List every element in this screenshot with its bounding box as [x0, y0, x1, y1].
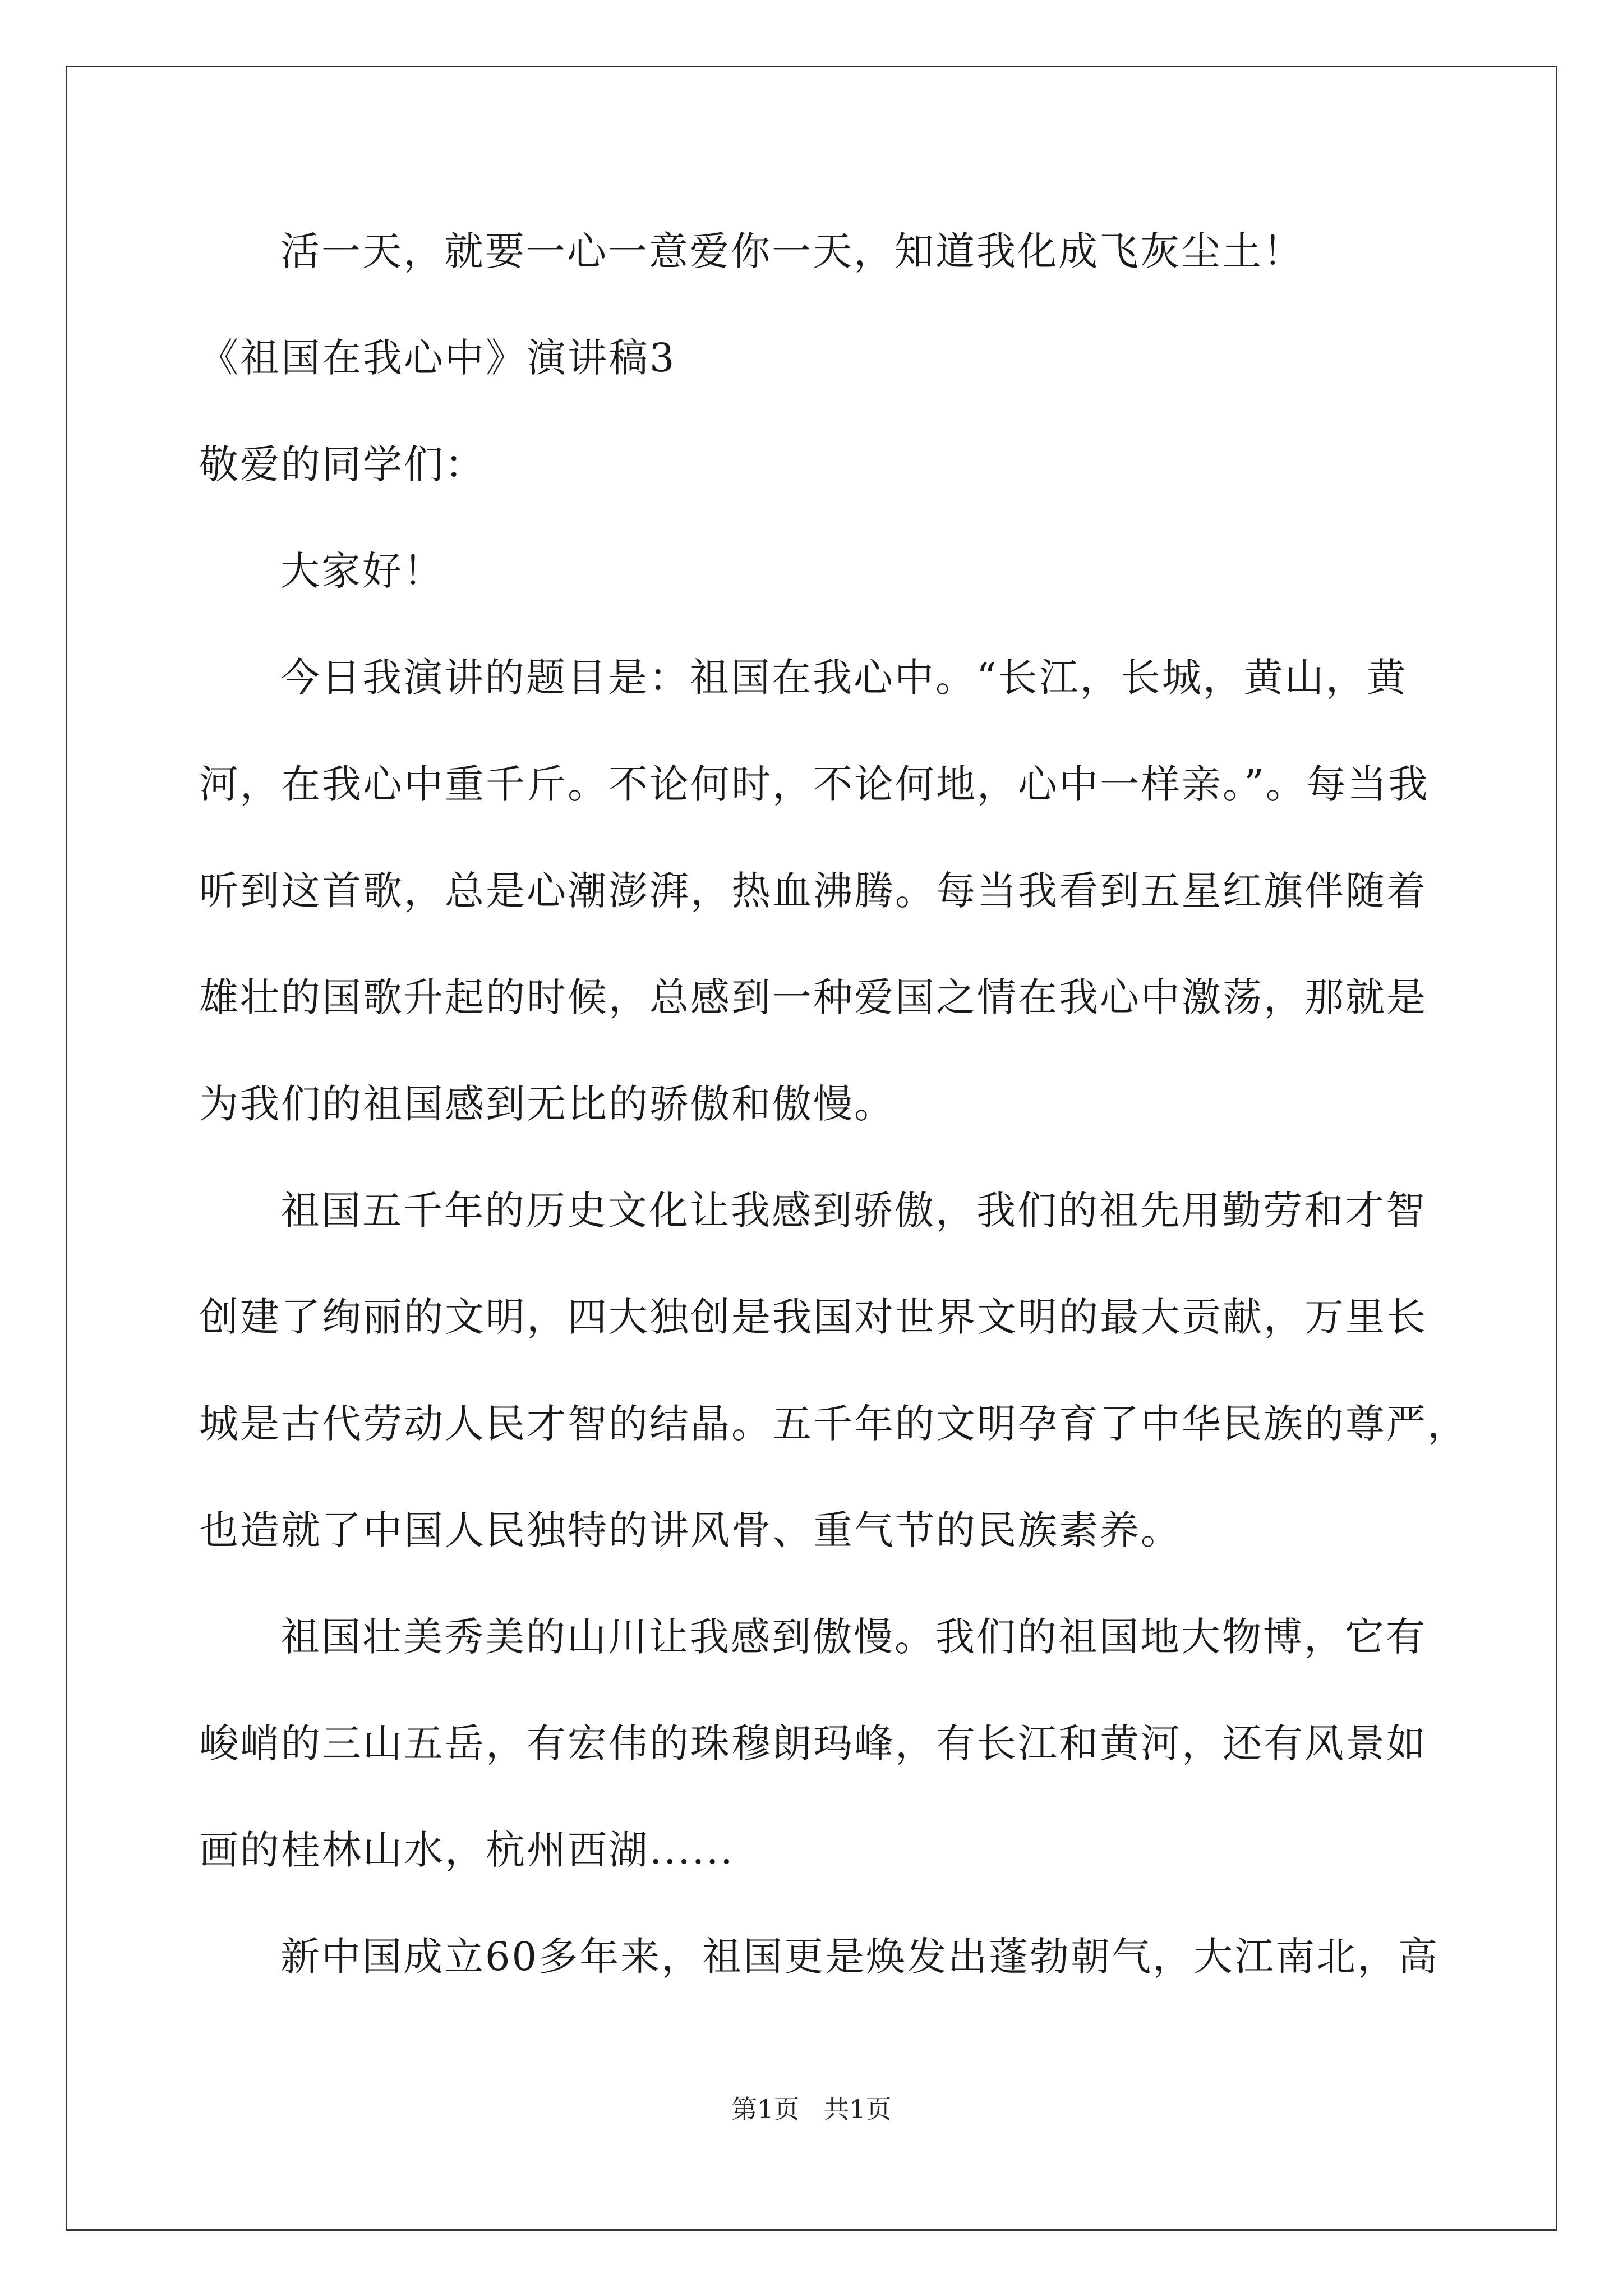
paragraph-line: 峻峭的三山五岳，有宏伟的珠穆朗玛峰，有长江和黄河，还有风景如	[199, 1720, 1427, 1766]
paragraph-line: 城是古代劳动人民才智的结晶。五千年的文明孕育了中华民族的尊严，	[199, 1401, 1468, 1447]
salutation: 敬爱的同学们：	[199, 441, 486, 487]
speech-title: 《祖国在我心中》演讲稿3	[199, 335, 676, 381]
text-line: 活一天，就要一心一意爱你一天，知道我化成飞灰尘土！	[280, 228, 1304, 274]
paragraph-line: 祖国五千年的历史文化让我感到骄傲，我们的祖先用勤劳和才智	[280, 1188, 1427, 1234]
page-number-current: 第1页	[731, 2094, 800, 2124]
page-number-total: 共1页	[823, 2094, 892, 2124]
paragraph-line: 也造就了中国人民独特的讲风骨、重气节的民族素养。	[199, 1507, 1182, 1553]
paragraph-line: 创建了绚丽的文明，四大独创是我国对世界文明的最大贡献，万里长	[199, 1294, 1427, 1340]
paragraph-line: 河，在我心中重千斤。不论何时，不论何地，心中一样亲。”。每当我	[199, 761, 1430, 807]
greeting: 大家好！	[280, 548, 444, 594]
paragraph-line: 新中国成立60多年来，祖国更是焕发出蓬勃朝气，大江南北，高	[280, 1934, 1440, 1980]
page-footer	[0, 2092, 1623, 2126]
paragraph-line: 雄壮的国歌升起的时候，总感到一种爱国之情在我心中激荡，那就是	[199, 974, 1427, 1020]
paragraph-line: 听到这首歌，总是心潮澎湃，热血沸腾。每当我看到五星红旗伴随着	[199, 868, 1427, 914]
document-body	[199, 218, 1468, 2030]
paragraph-line: 今日我演讲的题目是：祖国在我心中。“长江，长城，黄山，黄	[280, 655, 1408, 701]
paragraph-line: 祖国壮美秀美的山川让我感到傲慢。我们的祖国地大物博，它有	[280, 1614, 1427, 1660]
paragraph-line: 为我们的祖国感到无比的骄傲和傲慢。	[199, 1081, 895, 1127]
paragraph-line: 画的桂林山水，杭州西湖......	[199, 1827, 735, 1873]
